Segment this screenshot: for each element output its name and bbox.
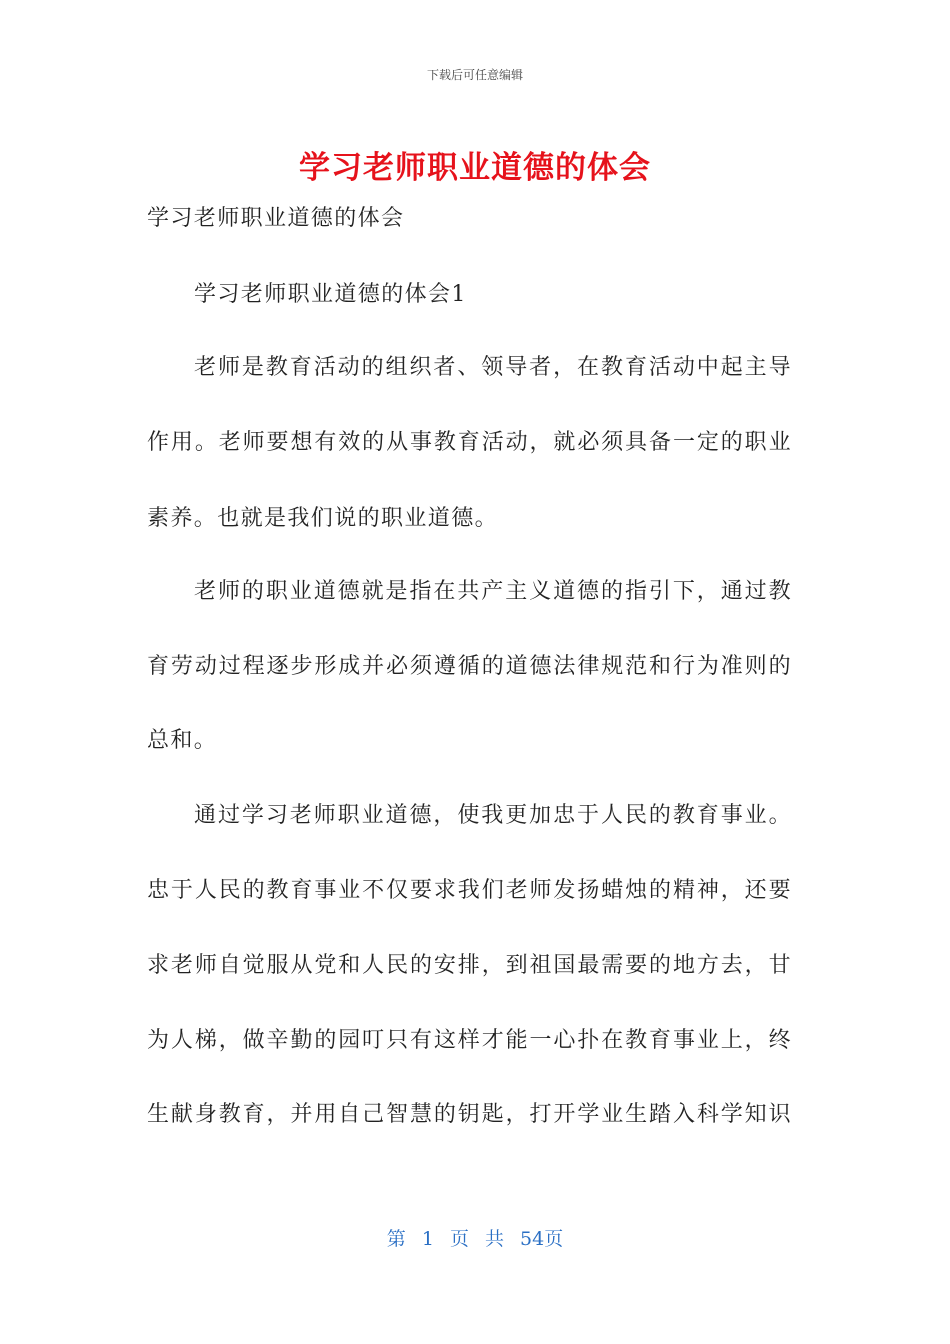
paragraph-line: 学习老师职业道德的体会	[147, 206, 405, 231]
paragraph-line: 作用。老师要想有效的从事教育活动，就必须具备一定的职业	[147, 430, 792, 455]
paragraph-line: 为人梯，做辛勤的园叮只有这样才能一心扑在教育事业上，终	[147, 1028, 792, 1053]
header-note: 下载后可任意编辑	[426, 68, 523, 82]
paragraph-line: 学习老师职业道德的体会1	[194, 282, 467, 307]
paragraph-line: 忠于人民的教育事业不仅要求我们老师发扬蜡烛的精神，还要	[147, 878, 792, 903]
paragraph-line: 求老师自觉服从党和人民的安排，到祖国最需要的地方去，甘	[147, 953, 792, 978]
paragraph-line: 素养。也就是我们说的职业道德。	[147, 506, 499, 531]
paragraph-line: 生献身教育，并用自己智慧的钥匙，打开学业生踏入科学知识	[147, 1102, 792, 1127]
paragraph-line: 通过学习老师职业道德，使我更加忠于人民的教育事业。	[194, 803, 792, 828]
paragraph-line: 老师的职业道德就是指在共产主义道德的指引下，通过教	[194, 579, 792, 604]
paragraph-line: 育劳动过程逐步形成并必须遵循的道德法律规范和行为准则的	[147, 654, 792, 679]
document-title: 学习老师职业道德的体会	[299, 150, 651, 186]
paragraph-line: 老师是教育活动的组织者、领导者，在教育活动中起主导	[194, 355, 792, 380]
paragraph-line: 总和。	[147, 728, 218, 753]
page-number: 第 1 页 共 54页	[386, 1228, 564, 1250]
